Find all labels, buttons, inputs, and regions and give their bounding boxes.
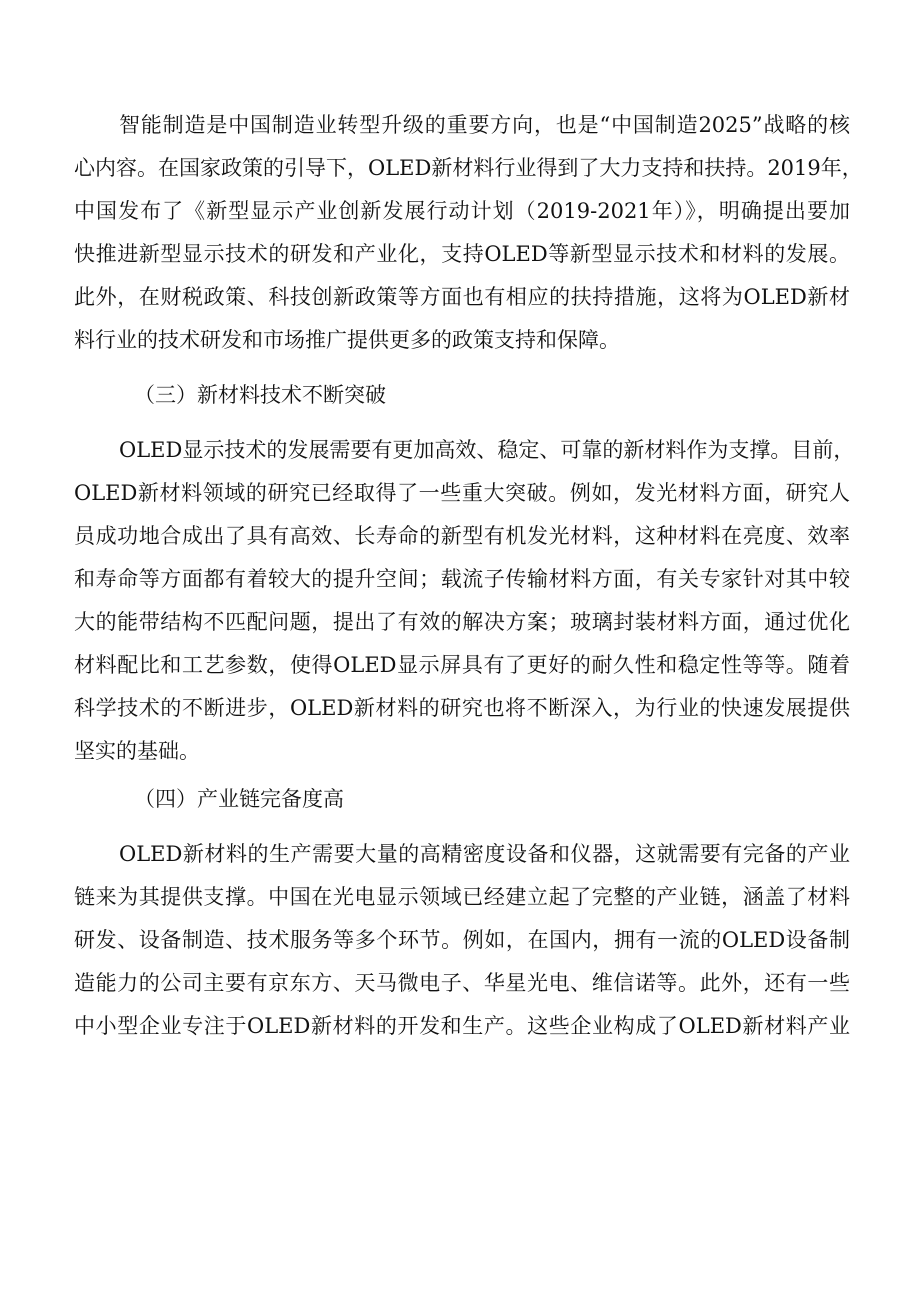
text-line: 此外，在财税政策、科技创新政策等方面也有相应的扶持措施，这将为OLED新材 [74,285,850,309]
text-line: 心内容。在国家政策的引导下，OLED新材料行业得到了大力支持和扶持。2019年， [74,156,863,180]
document-body [74,104,863,1048]
text-line: 智能制造是中国制造业转型升级的重要方向，也是“中国制造2025”战略的核 [119,113,850,137]
text-line: 料行业的技术研发和市场推广提供更多的政策支持和保障。 [74,328,620,352]
section-heading-3: （三）新材料技术不断突破 [134,383,386,407]
text-line: 研发、设备制造、技术服务等多个环节。例如，在国内，拥有一流的OLED设备制 [74,928,850,952]
text-line: 造能力的公司主要有京东方、天马微电子、华星光电、维信诺等。此外，还有一些 [74,971,850,995]
paragraph-policy-support [74,104,863,362]
text-line: 和寿命等方面都有着较大的提升空间；载流子传输材料方面，有关专家针对其中较 [74,567,850,591]
section-heading-4: （四）产业链完备度高 [134,787,344,811]
text-line: 大的能带结构不匹配问题，提出了有效的解决方案；玻璃封装材料方面，通过优化 [74,610,850,634]
text-line: OLED显示技术的发展需要有更加高效、稳定、可靠的新材料作为支撑。目前， [119,438,855,462]
paragraph-material-breakthrough [74,429,855,773]
text-line: 科学技术的不断进步，OLED新材料的研究也将不断深入，为行业的快速发展提供 [74,696,850,720]
paragraph-industry-chain [74,833,850,1048]
text-line: 中小型企业专注于OLED新材料的开发和生产。这些企业构成了OLED新材料产业 [74,1014,850,1038]
text-line: 员成功地合成出了具有高效、长寿命的新型有机发光材料，这种材料在亮度、效率 [74,524,850,548]
text-line: OLED新材料的生产需要大量的高精密度设备和仪器，这就需要有完备的产业 [119,842,850,866]
text-line: 快推进新型显示技术的研发和产业化，支持OLED等新型显示技术和材料的发展。 [74,242,850,266]
text-line: OLED新材料领域的研究已经取得了一些重大突破。例如，发光材料方面，研究人 [74,481,850,505]
text-line: 材料配比和工艺参数，使得OLED显示屏具有了更好的耐久性和稳定性等等。随着 [74,653,850,677]
text-line: 中国发布了《新型显示产业创新发展行动计划（2019-2021年）》，明确提出要加 [74,199,850,223]
text-line: 坚实的基础。 [74,739,200,763]
text-line: 链来为其提供支撑。中国在光电显示领域已经建立起了完整的产业链，涵盖了材料 [74,885,850,909]
